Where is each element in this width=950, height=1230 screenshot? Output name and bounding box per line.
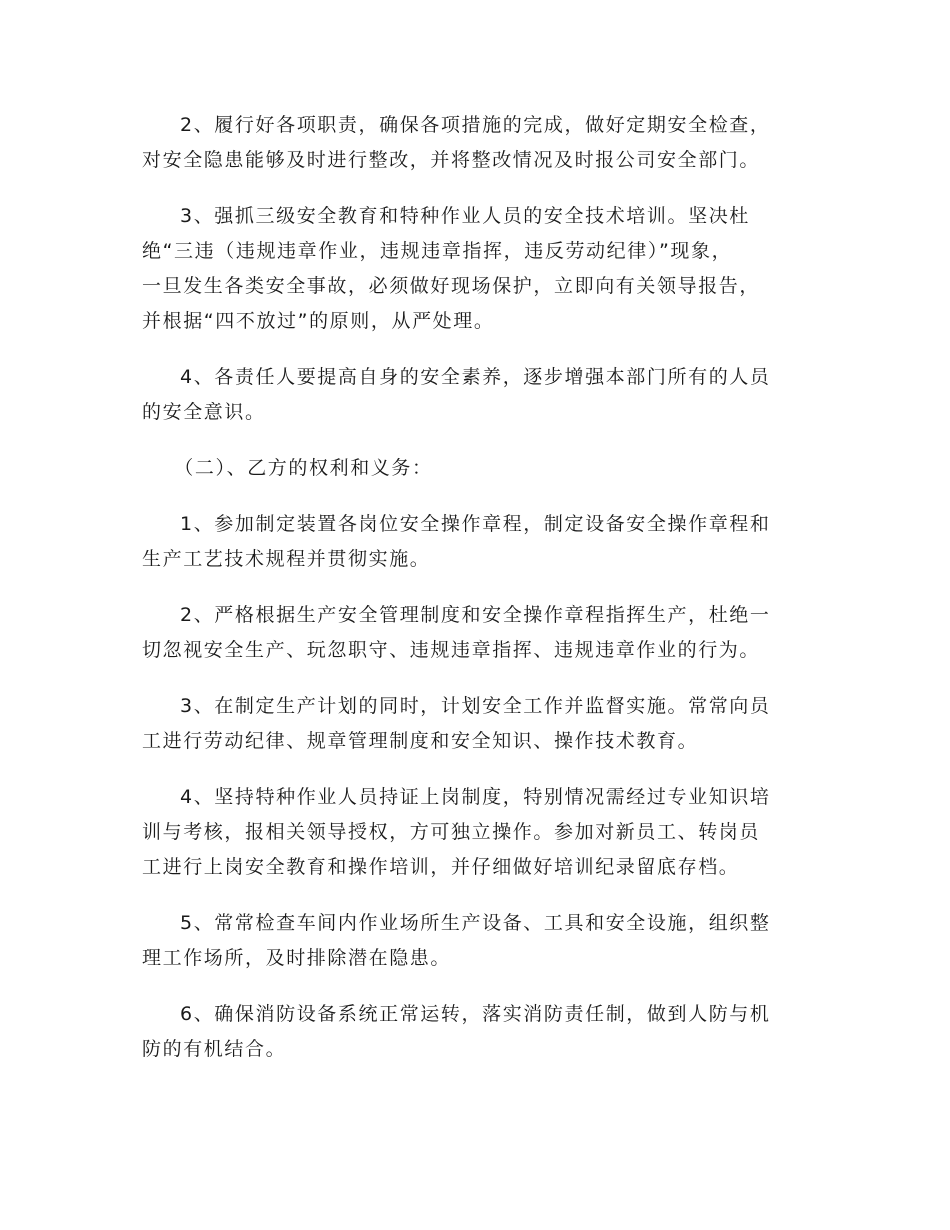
text-line: 6、确保消防设备系统正常运转，落实消防责任制，做到人防与机 bbox=[180, 1003, 771, 1025]
text-line: 工进行上岗安全教育和操作培训，并仔细做好培训纪录留底存档。 bbox=[142, 856, 740, 878]
text-line: 5、常常检查车间内作业场所生产设备、工具和安全设施，组织整 bbox=[180, 912, 771, 934]
paragraph-duty-2 bbox=[142, 108, 808, 178]
text-line: 一旦发生各类安全事故，必须做好现场保护，立即向有关领导报告， bbox=[142, 275, 761, 297]
text-line: 并根据“四不放过”的原则，从严处理。 bbox=[142, 310, 495, 332]
text-line: 工进行劳动纪律、规章管理制度和安全知识、操作技术教育。 bbox=[142, 730, 699, 752]
document-body bbox=[142, 108, 808, 1088]
text-line: 防的有机结合。 bbox=[142, 1038, 287, 1060]
text-line: 2、履行好各项职责，确保各项措施的完成，做好定期安全检查， bbox=[180, 114, 771, 136]
text-line: 3、强抓三级安全教育和特种作业人员的安全技术培训。坚决杜 bbox=[180, 205, 750, 227]
text-line: 训与考核，报相关领导授权，方可独立操作。参加对新员工、转岗员 bbox=[142, 821, 761, 843]
text-line: 的安全意识。 bbox=[142, 401, 266, 423]
text-line: 绝“三违（违规违章作业，违规违章指挥，违反劳动纪律）”现象， bbox=[142, 240, 733, 262]
text-line: 4、坚持特种作业人员持证上岗制度，特别情况需经过专业知识培 bbox=[180, 786, 771, 808]
paragraph-party-b-5 bbox=[142, 906, 808, 976]
heading-text: （二）、乙方的权利和义务： bbox=[174, 457, 433, 479]
text-line: 2、严格根据生产安全管理制度和安全操作章程指挥生产，杜绝一 bbox=[180, 604, 771, 626]
section-heading-party-b bbox=[142, 451, 808, 486]
paragraph-party-b-6 bbox=[142, 997, 808, 1067]
text-line: 理工作场所，及时排除潜在隐患。 bbox=[142, 947, 452, 969]
paragraph-party-b-3 bbox=[142, 689, 808, 759]
paragraph-party-b-1 bbox=[142, 507, 808, 577]
text-line: 生产工艺技术规程并贯彻实施。 bbox=[142, 548, 431, 570]
text-line: 4、各责任人要提高自身的安全素养，逐步增强本部门所有的人员 bbox=[180, 366, 771, 388]
paragraph-party-b-2 bbox=[142, 598, 808, 668]
paragraph-duty-4 bbox=[142, 360, 808, 430]
text-line: 切忽视安全生产、玩忽职守、违规违章指挥、违规违章作业的行为。 bbox=[142, 639, 761, 661]
text-line: 3、在制定生产计划的同时，计划安全工作并监督实施。常常向员 bbox=[180, 695, 771, 717]
text-line: 对安全隐患能够及时进行整改，并将整改情况及时报公司安全部门。 bbox=[142, 149, 761, 171]
paragraph-duty-3 bbox=[142, 199, 808, 339]
paragraph-party-b-4 bbox=[142, 780, 808, 885]
text-line: 1、参加制定装置各岗位安全操作章程，制定设备安全操作章程和 bbox=[180, 513, 771, 535]
